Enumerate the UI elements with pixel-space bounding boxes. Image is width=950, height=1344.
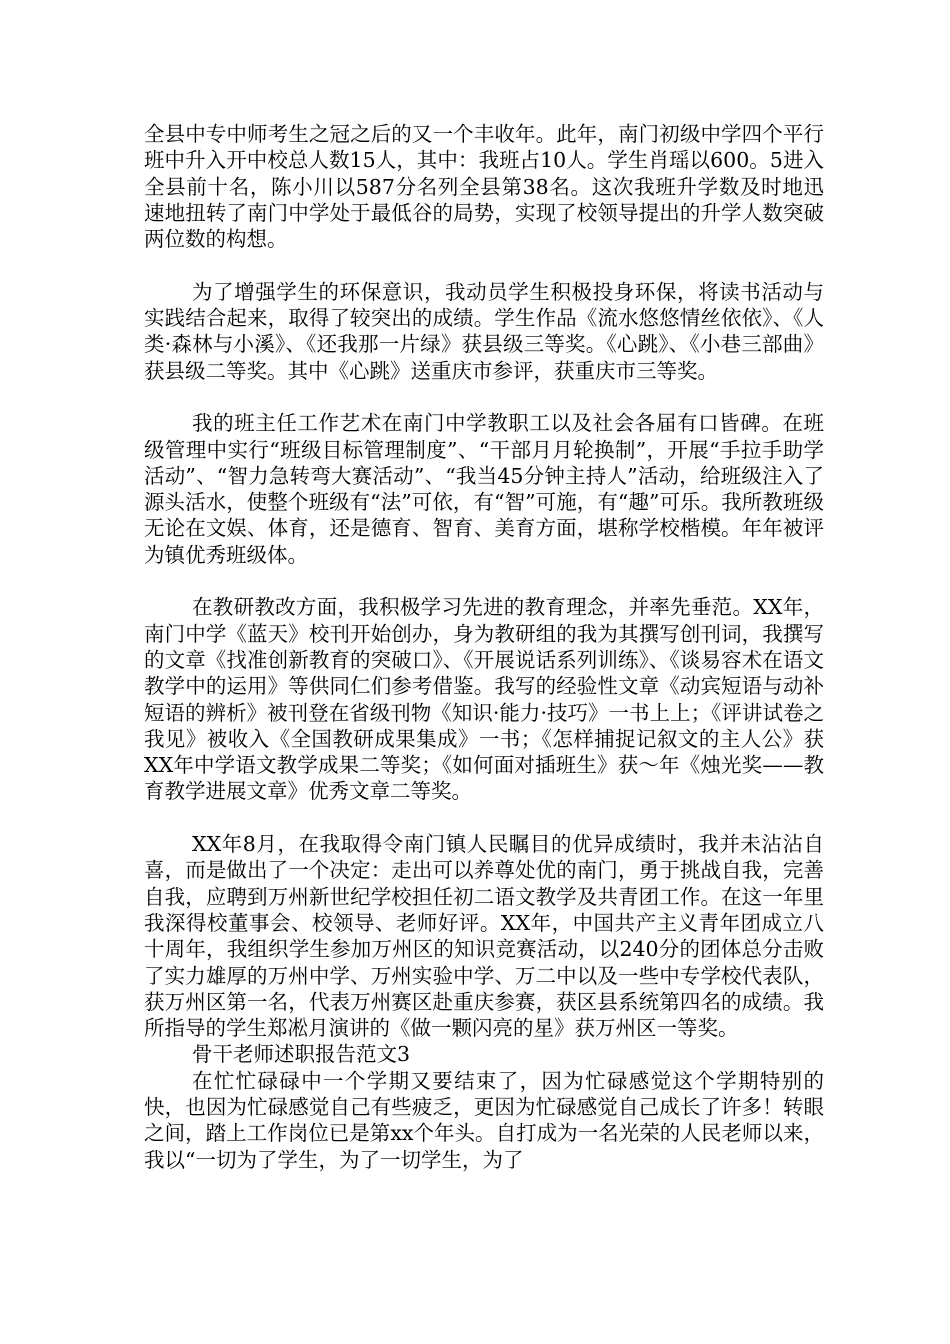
paragraph-spacer <box>144 384 824 410</box>
paragraph-2: 为了增强学生的环保意识，我动员学生积极投身环保，将读书活动与实践结合起来，取得了较突出的成绩。学生作品《流水悠悠情丝依依》、《人类·森林与小溪》、《还我那一片绿》获县级三等奖。《心跳》、《小巷三部曲》获县级二等奖。其中《心跳》送重庆市参评，获重庆市三等奖。 <box>144 279 824 383</box>
document-body <box>144 121 824 1173</box>
paragraph-spacer <box>144 805 824 831</box>
section-heading: 骨干老师述职报告范文3 <box>192 1042 411 1067</box>
paragraph-1: 全县中专中师考生之冠之后的又一个丰收年。此年，南门初级中学四个平行班中升入开中校总人数15人，其中：我班占10人。学生肖瑶以600。5进入全县前十名，陈小川以587分名列全县第38名。这次我班升学数及时地迅速地扭转了南门中学处于最低谷的局势，实现了校领导提出的升学人数突破两位数的构想。 <box>144 122 824 252</box>
paragraph-3: 我的班主任工作艺术在南门中学教职工以及社会各届有口皆碑。在班级管理中实行“班级目标管理制度”、“干部月月轮换制”，开展“手拉手助学活动”、“智力急转弯大赛活动”、“我当45分钟主持人”活动，给班级注入了源头活水，使整个班级有“法”可依，有“智”可施，有“趣”可乐。我所教班级无论在文娱、体育，还是德育、智育、美育方面，堪称学校楷模。年年被评为镇优秀班级体。 <box>144 411 824 567</box>
paragraph-6: 在忙忙碌碌中一个学期又要结束了，因为忙碌感觉这个学期特别的快，也因为忙碌感觉自己有些疲乏，更因为忙碌感觉自己成长了许多！转眼之间，踏上工作岗位已是第xx个年头。自打成为一名光荣的人民老师以来，我以“一切为了学生，为了一切学生，为了 <box>144 1068 824 1172</box>
paragraph-4: 在教研教改方面，我积极学习先进的教育理念，并率先垂范。XX年，南门中学《蓝天》校刊开始创办，身为教研组的我为其撰写创刊词，我撰写的文章《找准创新教育的突破口》、《开展说话系列训练》、《谈易容术在语文教学中的运用》等供同仁们参考借鉴。我写的经验性文章《动宾短语与动补短语的辨析》被刊登在省级刊物《知识·能力·技巧》一书上上；《评讲试卷之我见》被收入《全国教研成果集成》一书；《怎样捕捉记叙文的主人公》获XX年中学语文教学成果二等奖；《如何面对插班生》获～年《烛光奖——教育教学进展文章》优秀文章二等奖。 <box>144 595 824 804</box>
paragraph-spacer <box>144 568 824 594</box>
paragraph-5: XX年8月，在我取得令南门镇人民瞩目的优异成绩时，我并未沾沾自喜，而是做出了一个决定：走出可以养尊处优的南门，勇于挑战自我，完善自我，应聘到万州新世纪学校担任初二语文教学及共青团工作。在这一年里我深得校董事会、校领导、老师好评。XX年，中国共产主义青年团成立八十周年，我组织学生参加万州区的知识竞赛活动，以240分的团体总分击败了实力雄厚的万州中学、万州实验中学、万二中以及一些中专学校代表队，获万州区第一名，代表万州赛区赴重庆参赛，获区县系统第四名的成绩。我所指导的学生郑凇月演讲的《做一颗闪亮的星》获万州区一等奖。 <box>144 832 824 1041</box>
paragraph-spacer <box>144 252 824 278</box>
